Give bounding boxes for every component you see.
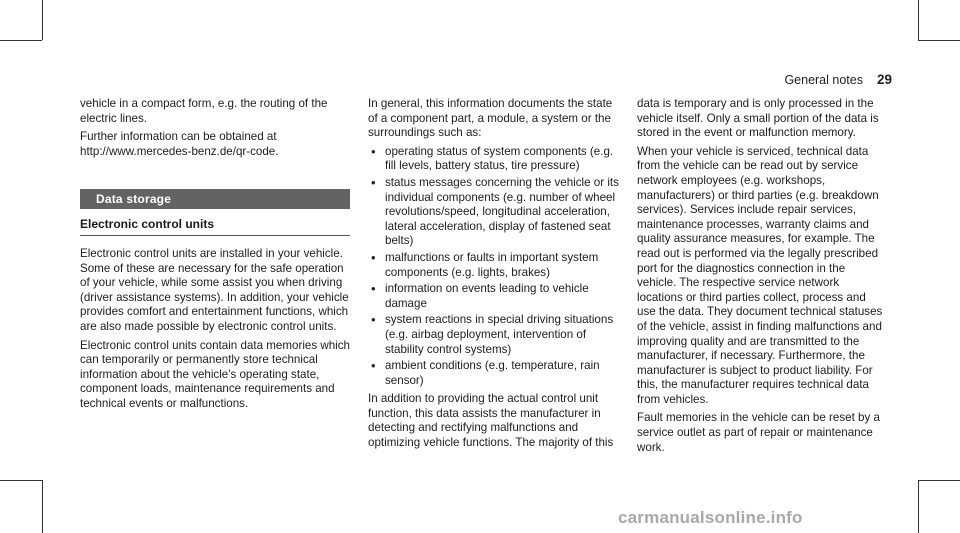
paragraph: In addition to providing the actual control unit function, this data assists the manufacturer in detecting and rectifying malfunctions and optimizing vehicle functions. The majority of this <box>368 392 614 450</box>
section-title-bar: Data storage <box>80 189 350 209</box>
paragraph: In general, this information documents the state of a component part, a module, a system or the surroundings such as: <box>368 97 613 140</box>
crop-mark <box>918 480 960 481</box>
column-1 <box>80 97 350 416</box>
crop-mark <box>918 0 919 40</box>
list-item: • malfunctions or faults in important system components (e.g. lights, brakes) <box>368 251 620 280</box>
crop-mark <box>42 480 43 533</box>
list-item: • system reactions in special driving situations (e.g. airbag deployment, intervention of stability control systems) <box>368 313 620 357</box>
section-name: General notes <box>784 73 863 87</box>
paragraph: Electronic control units are installed in your vehicle. Some of these are necessary for the safe operation of your vehicle, while some assist you when driving (driver assistance systems). In addition, your vehicle provides comfort and entertainment functions, which are also made possible by electronic control units. <box>80 246 349 333</box>
crop-mark <box>0 40 42 41</box>
watermark: carmanualsonline.info <box>618 508 803 527</box>
list-item: • ambient conditions (e.g. temperature, rain sensor) <box>368 359 620 388</box>
crop-mark <box>918 40 960 41</box>
crop-mark <box>918 480 919 533</box>
paragraph: vehicle in a compact form, e.g. the routing of the electric lines. <box>80 97 328 125</box>
bullet-list <box>368 145 620 389</box>
subheading: Electronic control units <box>80 217 350 236</box>
page-number: 29 <box>876 72 892 87</box>
crop-mark <box>0 480 42 481</box>
paragraph: Electronic control units contain data memories which can temporarily or permanently store technical information about the vehicle's operating state, component loads, maintenance requirements and technical events or malfunctions. <box>80 338 351 410</box>
list-item: • operating status of system components (e.g. fill levels, battery status, tire pressure) <box>368 145 620 174</box>
list-item: • information on events leading to vehicle damage <box>368 282 620 311</box>
crop-mark <box>42 0 43 40</box>
column-2 <box>368 97 620 455</box>
list-item: • status messages concerning the vehicle or its individual components (e.g. number of wheel revolutions/speed, longitudinal acceleration, lateral acceleration, display of fastened seat belts) <box>368 176 620 249</box>
paragraph: data is temporary and is only processed in the vehicle itself. Only a small portion of the data is stored in the event or malfunction memory. <box>637 97 879 140</box>
column-3 <box>637 97 887 459</box>
page-header <box>784 72 892 87</box>
paragraph: When your vehicle is serviced, technical data from the vehicle can be read out by service network employees (e.g. workshops, manufacturers) or third parties (e.g. breakdown services). Services include repair services, maintenance processes, warranty claims and quality assurance measures, for example. The read out is performed via the legally prescribed port for the diagnostics connection in the vehicle. The respective service network locations or third parties collect, process and use the data. They document technical statuses of the vehicle, assist in finding malfunctions and improving quality and are transmitted to the manufacturer, if necessary. Furthermore, the manufacturer is subject to product liability. For this, the manufacturer requires technical data from vehicles. <box>637 144 883 406</box>
paragraph: Fault memories in the vehicle can be reset by a service outlet as part of repair or maintenance work. <box>637 411 880 454</box>
paragraph-link-info: Further information can be obtained at http://www.mercedes-benz.de/qr-code. <box>80 130 279 158</box>
